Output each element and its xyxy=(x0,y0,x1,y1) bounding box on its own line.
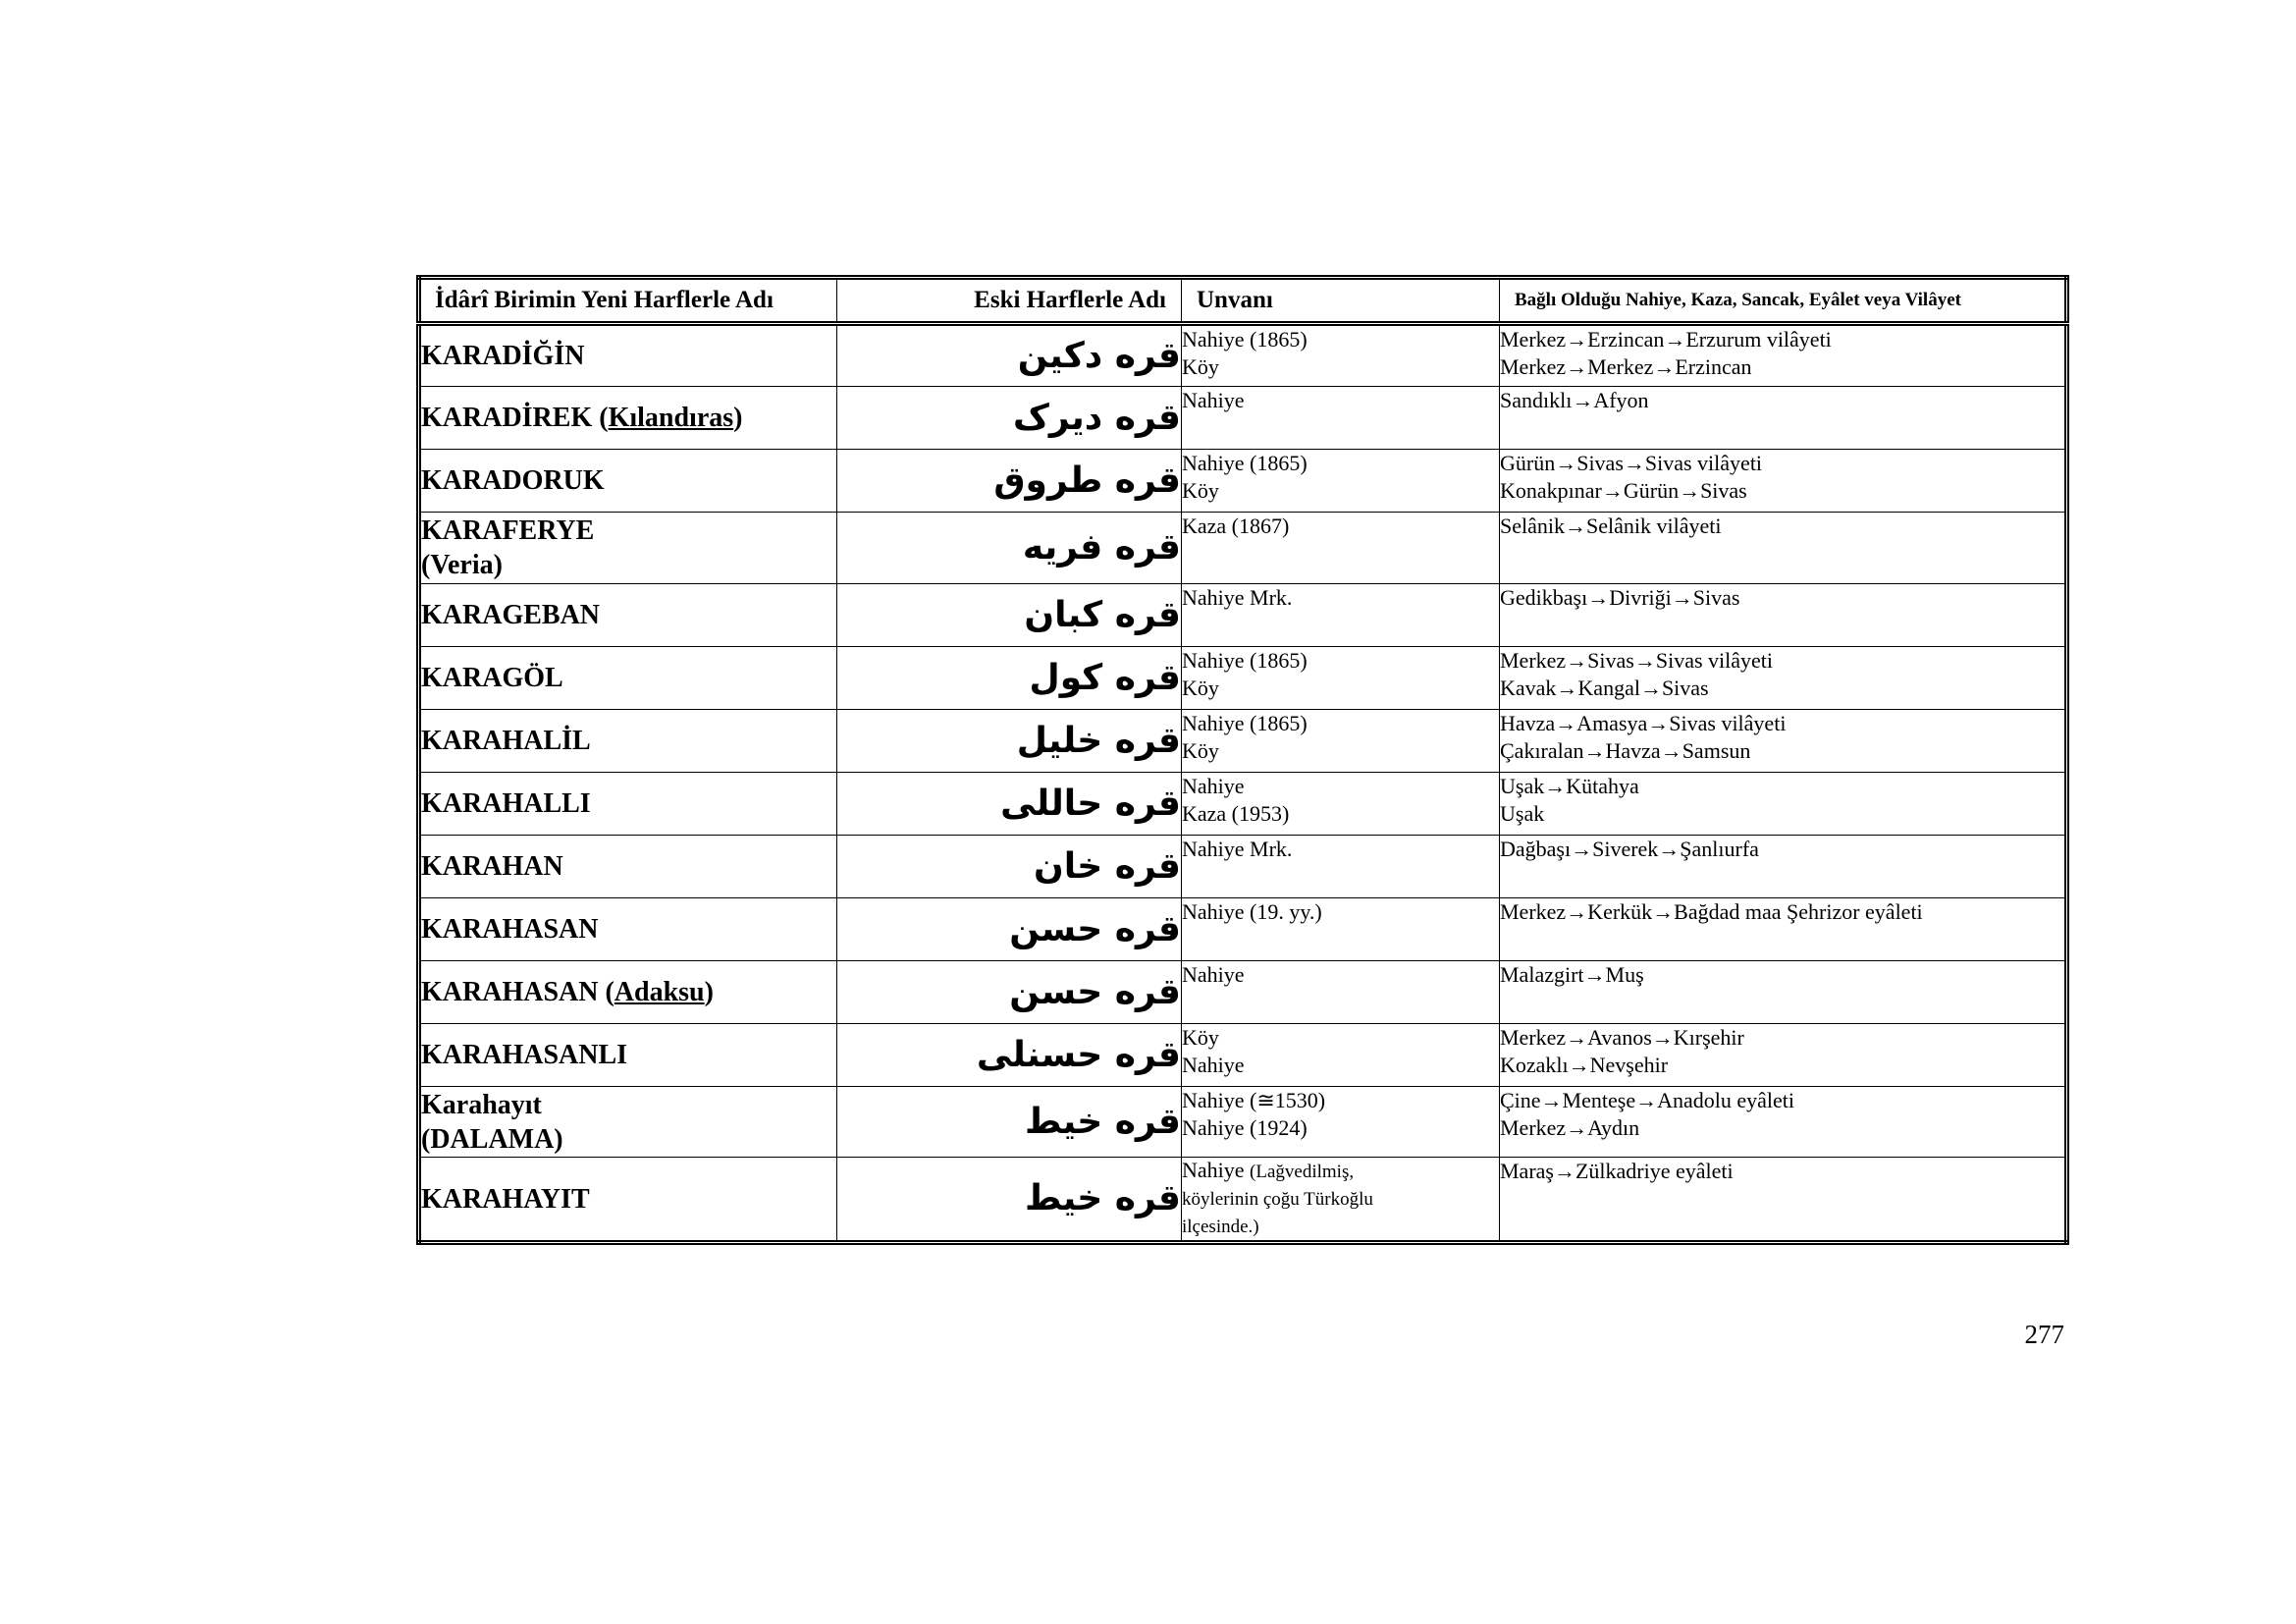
old-letters-name-cell xyxy=(837,773,1182,836)
ottoman-name-text: قره خان xyxy=(1034,845,1181,887)
name-line: KARAHAN xyxy=(421,851,563,882)
affiliation-line: Gürün→Sivas→Sivas vilâyeti xyxy=(1500,451,1763,475)
name-line: KARAHALLI xyxy=(421,788,591,819)
old-letters-name-cell xyxy=(837,324,1182,387)
affiliation-cell xyxy=(1500,1087,2067,1158)
title-line: Köy xyxy=(1182,1025,1219,1050)
title-segment: köylerinin çoğu Türkoğlu xyxy=(1182,1189,1373,1210)
title-line: Kaza (1867) xyxy=(1182,514,1290,538)
affiliation-cell xyxy=(1500,710,2067,773)
title-cell xyxy=(1182,324,1500,387)
title-line: Nahiye (1865) xyxy=(1182,451,1308,475)
title-cell xyxy=(1182,584,1500,647)
ottoman-name-text: قره حسن xyxy=(1009,971,1181,1012)
table-row xyxy=(419,773,2067,836)
title-segment: ilçesinde.) xyxy=(1182,1217,1259,1237)
title-cell xyxy=(1182,836,1500,898)
ottoman-name-text: قره حسنلى xyxy=(976,1034,1181,1075)
title-cell xyxy=(1182,1158,1500,1243)
title-line: Nahiye xyxy=(1182,1053,1245,1077)
title-cell xyxy=(1182,710,1500,773)
old-letters-name-cell xyxy=(837,1087,1182,1158)
table-row xyxy=(419,387,2067,450)
affiliation-line: Çakıralan→Havza→Samsun xyxy=(1500,738,1751,763)
affiliation-cell xyxy=(1500,450,2067,513)
name-line: (DALAMA) xyxy=(421,1123,563,1155)
affiliation-line: Uşak→Kütahya xyxy=(1500,774,1639,798)
old-letters-name-cell xyxy=(837,584,1182,647)
header-title: Unvanı xyxy=(1182,278,1500,324)
title-cell xyxy=(1182,898,1500,961)
title-segment: Nahiye xyxy=(1182,1158,1251,1182)
ottoman-name-text: قره خيط xyxy=(1025,1101,1181,1142)
new-letters-name-cell xyxy=(419,450,837,513)
affiliation-line: Merkez→Aydın xyxy=(1500,1115,1640,1140)
title-cell xyxy=(1182,773,1500,836)
table-row xyxy=(419,898,2067,961)
table-row xyxy=(419,513,2067,584)
affiliation-cell xyxy=(1500,1158,2067,1243)
table-row xyxy=(419,1087,2067,1158)
affiliation-line: Merkez→Erzincan→Erzurum vilâyeti xyxy=(1500,327,1832,352)
table-row xyxy=(419,324,2067,387)
name-line: Karahayıt xyxy=(421,1089,542,1120)
table-row xyxy=(419,450,2067,513)
new-letters-name-cell xyxy=(419,387,837,450)
old-letters-name-cell xyxy=(837,1158,1182,1243)
ottoman-name-text: قره طروق xyxy=(993,460,1181,501)
old-letters-name-cell xyxy=(837,450,1182,513)
name-line: KARADORUK xyxy=(421,465,605,496)
title-line: Köy xyxy=(1182,676,1219,700)
table-row xyxy=(419,710,2067,773)
header-old-letters-name: Eski Harflerle Adı xyxy=(837,278,1182,324)
table-row xyxy=(419,1024,2067,1087)
name-line xyxy=(421,401,836,435)
old-letters-name-cell xyxy=(837,387,1182,450)
name-line: KARAGEBAN xyxy=(421,600,601,630)
ottoman-name-text: قره دكين xyxy=(1017,335,1181,376)
ottoman-name-text: قره خيط xyxy=(1025,1178,1181,1218)
name-segment: KARAHASAN ( xyxy=(421,977,614,1007)
title-line: Köy xyxy=(1182,738,1219,763)
old-letters-name-cell xyxy=(837,898,1182,961)
old-letters-name-cell xyxy=(837,710,1182,773)
name-line: KARADİĞİN xyxy=(421,341,585,371)
affiliation-line: Maraş→Zülkadriye eyâleti xyxy=(1500,1159,1734,1183)
title-cell xyxy=(1182,647,1500,710)
title-cell xyxy=(1182,387,1500,450)
title-line: Köy xyxy=(1182,354,1219,379)
administrative-units-table xyxy=(416,275,2069,1245)
title-segment: (Lağvedilmiş, xyxy=(1250,1162,1355,1182)
affiliation-line: Kavak→Kangal→Sivas xyxy=(1500,676,1709,700)
title-line: Nahiye (19. yy.) xyxy=(1182,899,1322,924)
affiliation-line: Merkez→Merkez→Erzincan xyxy=(1500,354,1752,379)
title-line: Köy xyxy=(1182,478,1219,503)
header-affiliation: Bağlı Olduğu Nahiye, Kaza, Sancak, Eyâlet veya Vilâyet xyxy=(1500,278,2067,324)
title-line: Nahiye (1865) xyxy=(1182,327,1308,352)
new-letters-name-cell xyxy=(419,961,837,1024)
affiliation-cell xyxy=(1500,513,2067,584)
title-line: Nahiye Mrk. xyxy=(1182,837,1293,861)
title-line: Nahiye (1865) xyxy=(1182,711,1308,735)
affiliation-cell xyxy=(1500,1024,2067,1087)
name-line: (Veria) xyxy=(421,550,503,580)
old-letters-name-cell xyxy=(837,647,1182,710)
ottoman-name-text: قره حاللى xyxy=(1000,783,1181,824)
name-line: KARAHAYIT xyxy=(421,1183,590,1215)
affiliation-line: Çine→Menteşe→Anadolu eyâleti xyxy=(1500,1088,1794,1112)
affiliation-cell xyxy=(1500,836,2067,898)
table-body xyxy=(419,324,2067,1243)
title-line xyxy=(1182,1185,1499,1213)
affiliation-cell xyxy=(1500,584,2067,647)
table-row xyxy=(419,961,2067,1024)
title-cell xyxy=(1182,1087,1500,1158)
title-line: Nahiye (≅1530) xyxy=(1182,1088,1326,1112)
new-letters-name-cell xyxy=(419,1158,837,1243)
old-letters-name-cell xyxy=(837,1024,1182,1087)
table-header xyxy=(419,278,2067,324)
old-letters-name-cell xyxy=(837,961,1182,1024)
new-letters-name-cell xyxy=(419,1087,837,1158)
affiliation-line: Kozaklı→Nevşehir xyxy=(1500,1053,1669,1077)
new-letters-name-cell xyxy=(419,324,837,387)
new-letters-name-cell xyxy=(419,898,837,961)
affiliation-line: Malazgirt→Muş xyxy=(1500,962,1644,987)
title-line: Nahiye (1865) xyxy=(1182,648,1308,673)
name-line: KARAGÖL xyxy=(421,663,563,693)
title-cell xyxy=(1182,1024,1500,1087)
affiliation-line: Gedikbaşı→Divriği→Sivas xyxy=(1500,585,1740,610)
affiliation-line: Merkez→Sivas→Sivas vilâyeti xyxy=(1500,648,1774,673)
title-line xyxy=(1182,1213,1499,1240)
affiliation-cell xyxy=(1500,961,2067,1024)
new-letters-name-cell xyxy=(419,710,837,773)
affiliation-cell xyxy=(1500,898,2067,961)
new-letters-name-cell xyxy=(419,584,837,647)
ottoman-name-text: قره خليل xyxy=(1016,720,1181,761)
affiliation-cell xyxy=(1500,647,2067,710)
title-line: Nahiye xyxy=(1182,388,1245,412)
table-row xyxy=(419,647,2067,710)
title-cell xyxy=(1182,513,1500,584)
affiliation-cell xyxy=(1500,324,2067,387)
title-line xyxy=(1182,1158,1499,1185)
old-letters-name-cell xyxy=(837,836,1182,898)
affiliation-line: Merkez→Avanos→Kırşehir xyxy=(1500,1025,1744,1050)
ottoman-name-text: قره كبان xyxy=(1024,594,1181,635)
table-row xyxy=(419,836,2067,898)
new-letters-name-cell xyxy=(419,1024,837,1087)
name-segment: ) xyxy=(733,403,743,433)
title-cell xyxy=(1182,961,1500,1024)
ottoman-name-text: قره فريه xyxy=(1022,527,1181,568)
title-cell xyxy=(1182,450,1500,513)
new-letters-name-cell xyxy=(419,773,837,836)
table-row xyxy=(419,584,2067,647)
affiliation-cell xyxy=(1500,773,2067,836)
title-line: Kaza (1953) xyxy=(1182,801,1290,826)
header-new-letters-name: İdârî Birimin Yeni Harflerle Adı xyxy=(419,278,837,324)
affiliation-line: Konakpınar→Gürün→Sivas xyxy=(1500,478,1747,503)
name-line: KARAFERYE xyxy=(421,515,595,546)
title-line: Nahiye (1924) xyxy=(1182,1115,1308,1140)
affiliation-line: Sandıklı→Afyon xyxy=(1500,388,1649,412)
name-segment: ) xyxy=(704,977,714,1007)
new-letters-name-cell xyxy=(419,513,837,584)
new-letters-name-cell xyxy=(419,836,837,898)
name-line: KARAHASANLI xyxy=(421,1040,628,1070)
name-segment: Kılandıras xyxy=(608,403,734,433)
ottoman-name-text: قره كول xyxy=(1029,657,1181,698)
name-line: KARAHASAN xyxy=(421,914,599,945)
name-line xyxy=(421,975,836,1009)
ottoman-name-text: قره ديرک xyxy=(1013,397,1181,438)
page-number: 277 xyxy=(2024,1320,2064,1349)
affiliation-cell xyxy=(1500,387,2067,450)
name-segment: KARADİREK ( xyxy=(421,403,609,433)
affiliation-line: Merkez→Kerkük→Bağdad maa Şehrizor eyâleti xyxy=(1500,899,1923,924)
title-line: Nahiye Mrk. xyxy=(1182,585,1293,610)
name-line: KARAHALİL xyxy=(421,726,591,756)
name-segment: Adaksu xyxy=(614,977,705,1007)
title-line: Nahiye xyxy=(1182,962,1245,987)
affiliation-line: Havza→Amasya→Sivas vilâyeti xyxy=(1500,711,1787,735)
ottoman-name-text: قره حسن xyxy=(1009,908,1181,949)
header-row xyxy=(419,278,2067,324)
old-letters-name-cell xyxy=(837,513,1182,584)
table-row xyxy=(419,1158,2067,1243)
new-letters-name-cell xyxy=(419,647,837,710)
affiliation-line: Dağbaşı→Siverek→Şanlıurfa xyxy=(1500,837,1759,861)
affiliation-line: Uşak xyxy=(1500,801,1545,826)
affiliation-line: Selânik→Selânik vilâyeti xyxy=(1500,514,1722,538)
title-line: Nahiye xyxy=(1182,774,1245,798)
